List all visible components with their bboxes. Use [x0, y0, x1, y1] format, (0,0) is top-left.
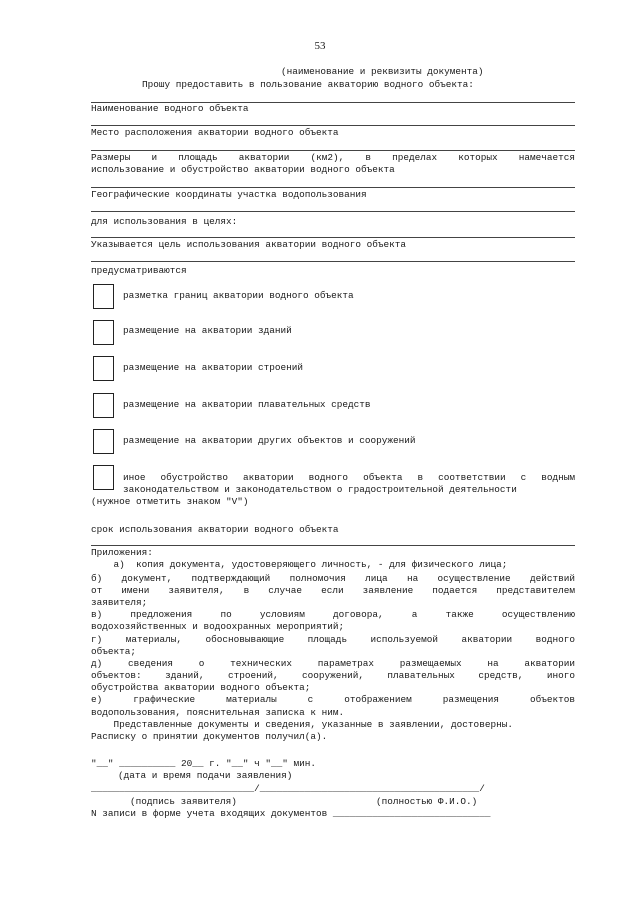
blank-line-purpose[interactable] — [91, 237, 575, 238]
page-number: 53 — [314, 40, 326, 52]
submission-date-hint: (дата и время подачи заявления) — [118, 770, 293, 781]
option-checkbox-vessels[interactable] — [93, 393, 114, 418]
blank-line-size[interactable] — [91, 187, 575, 188]
size-label-line2: использование и обустройство акватории водного объекта — [91, 164, 395, 175]
attachment-line: Расписку о принятии документов получил(а). — [91, 731, 328, 742]
attachment-line: заявителя; — [91, 597, 148, 608]
attachment-line: д) сведения о технических параметрах размещаемых на акватории — [91, 658, 575, 669]
option-checkbox-structures[interactable] — [93, 356, 114, 381]
signature-hint: (подпись заявителя) — [130, 796, 237, 807]
signature-name-line[interactable]: _____________________________/_______________________________________/ — [91, 783, 485, 794]
other-option-line2: законодательством и законодательством о градостроительной деятельности — [123, 484, 517, 495]
option-label-structures: размещение на акватории строений — [123, 362, 304, 373]
attachment-line: а) копия документа, удостоверяющего личность, - для физического лица; — [91, 559, 508, 570]
option-label-vessels: размещение на акватории плавательных средств — [123, 399, 371, 410]
attachment-line: в) предложения по условиям договора, а также осуществлению — [91, 609, 575, 620]
water-body-name-label: Наименование водного объекта — [91, 103, 249, 114]
option-label-marking: разметка границ акватории водного объекта — [123, 290, 354, 301]
request-text: Прошу предоставить в пользование акваторию водного объекта: — [142, 79, 474, 90]
option-label-buildings: размещение на акватории зданий — [123, 325, 292, 336]
attachment-line: водопользования, пояснительная записка к ним. — [91, 707, 345, 718]
option-checkbox-other-improvement[interactable] — [93, 465, 114, 490]
planned-label: предусматриваются — [91, 265, 187, 276]
attachments-title: Приложения: — [91, 547, 153, 558]
option-checkbox-buildings[interactable] — [93, 320, 114, 345]
attachment-line: е) графические материалы с отображением размещения объектов — [91, 694, 575, 705]
option-checkbox-marking[interactable] — [93, 284, 114, 309]
other-option-line1: иное обустройство акватории водного объекта в соответствии с водным — [123, 472, 575, 483]
full-name-hint: (полностью Ф.И.О.) — [376, 796, 478, 807]
purpose-hint-label: Указывается цель использования акватории водного объекта — [91, 239, 407, 250]
mark-note: (нужное отметить знаком "V") — [91, 496, 249, 507]
attachment-line: объекта; — [91, 646, 137, 657]
attachment-line: от имени заявителя, в случае если заявление подается представителем — [91, 585, 575, 596]
coordinates-label: Географические координаты участка водопользования — [91, 189, 367, 200]
attachment-line: б) документ, подтверждающий полномочия лица на осуществление действий — [91, 573, 575, 584]
option-label-other-objects: размещение на акватории других объектов и сооружений — [123, 435, 416, 446]
blank-line-water-body-name[interactable] — [91, 125, 575, 126]
blank-line-coordinates[interactable] — [91, 211, 575, 212]
size-label-line1: Размеры и площадь акватории (км2), в пределах которых намечается — [91, 152, 575, 163]
location-label: Место расположения акватории водного объекта — [91, 127, 339, 138]
purpose-for-label: для использования в целях: — [91, 216, 238, 227]
blank-line-purpose-hint[interactable] — [91, 261, 575, 262]
option-checkbox-other-objects[interactable] — [93, 429, 114, 454]
registry-number-field[interactable]: N записи в форме учета входящих документов ____________________________ — [91, 808, 491, 819]
attachment-line: обустройства акватории водного объекта; — [91, 682, 311, 693]
document-name-hint: (наименование и реквизиты документа) — [281, 66, 484, 77]
attachment-line: объектов: зданий, строений, сооружений, плавательных средств, иного — [91, 670, 575, 681]
attachment-line: г) материалы, обосновывающие площадь используемой акватории водного — [91, 634, 575, 645]
blank-line-term[interactable] — [91, 545, 575, 546]
blank-line-location[interactable] — [91, 150, 575, 151]
term-label: срок использования акватории водного объекта — [91, 524, 339, 535]
attachment-line: водохозяйственных и водоохранных мероприятий; — [91, 621, 345, 632]
attachment-line: Представленные документы и сведения, указанные в заявлении, достоверны. — [91, 719, 513, 730]
submission-date-field[interactable]: "__" __________ 20__ г. "__" ч "__" мин. — [91, 758, 317, 769]
